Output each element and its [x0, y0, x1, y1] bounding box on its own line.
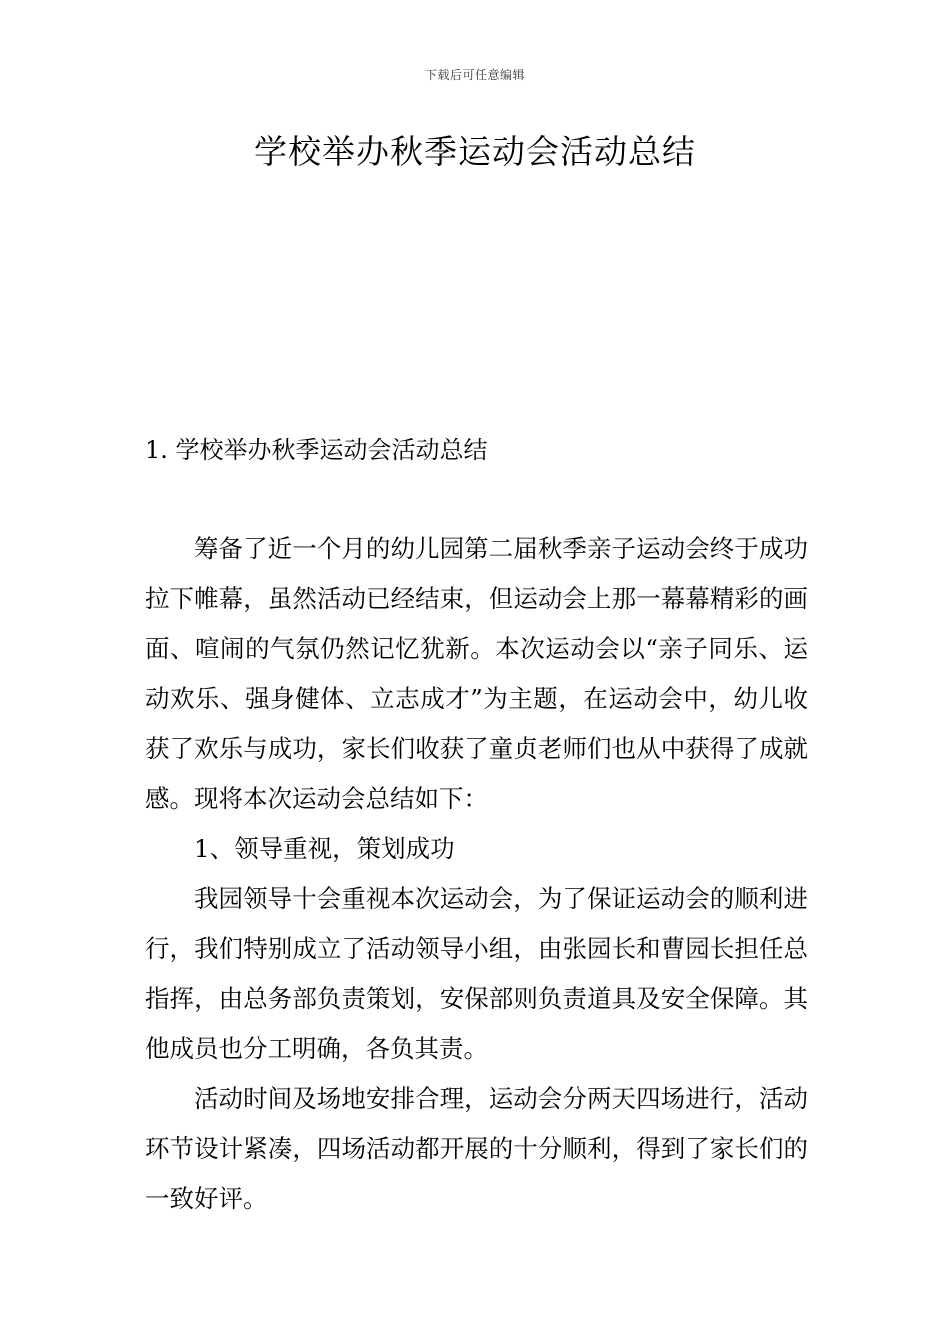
header-note: 下载后可任意编辑 — [424, 68, 525, 82]
paragraph-schedule: 活动时间及场地安排合理，运动会分两天四场进行，活动环节设计紧凑，四场活动都开展的十分顺利，得到了家长们的一致好评。 — [145, 1084, 808, 1213]
document-body — [145, 524, 808, 1224]
paragraph-subheading: 1、领导重视，策划成功 — [194, 834, 455, 863]
section-heading: 1. 学校举办秋季运动会活动总结 — [145, 436, 488, 464]
document-title: 学校举办秋季运动会活动总结 — [254, 132, 696, 171]
paragraph-intro: 筹备了近一个月的幼儿园第二届秋季亲子运动会终于成功拉下帷幕，虽然活动已经结束，但运动会上那一幕幕精彩的画面、喧闹的气氛仍然记忆犹新。本次运动会以“亲子同乐、运动欢乐、强身健体、立志成才”为主题，在运动会中，幼儿收获了欢乐与成功，家长们收获了童贞老师们也从中获得了成就感。现将本次运动会总结如下： — [145, 534, 808, 813]
paragraph-leadership: 我园领导十会重视本次运动会，为了保证运动会的顺利进行，我们特别成立了活动领导小组，由张园长和曹园长担任总指挥，由总务部负责策划，安保部则负责道具及安全保障。其他成员也分工明确，各负其责。 — [145, 884, 808, 1063]
